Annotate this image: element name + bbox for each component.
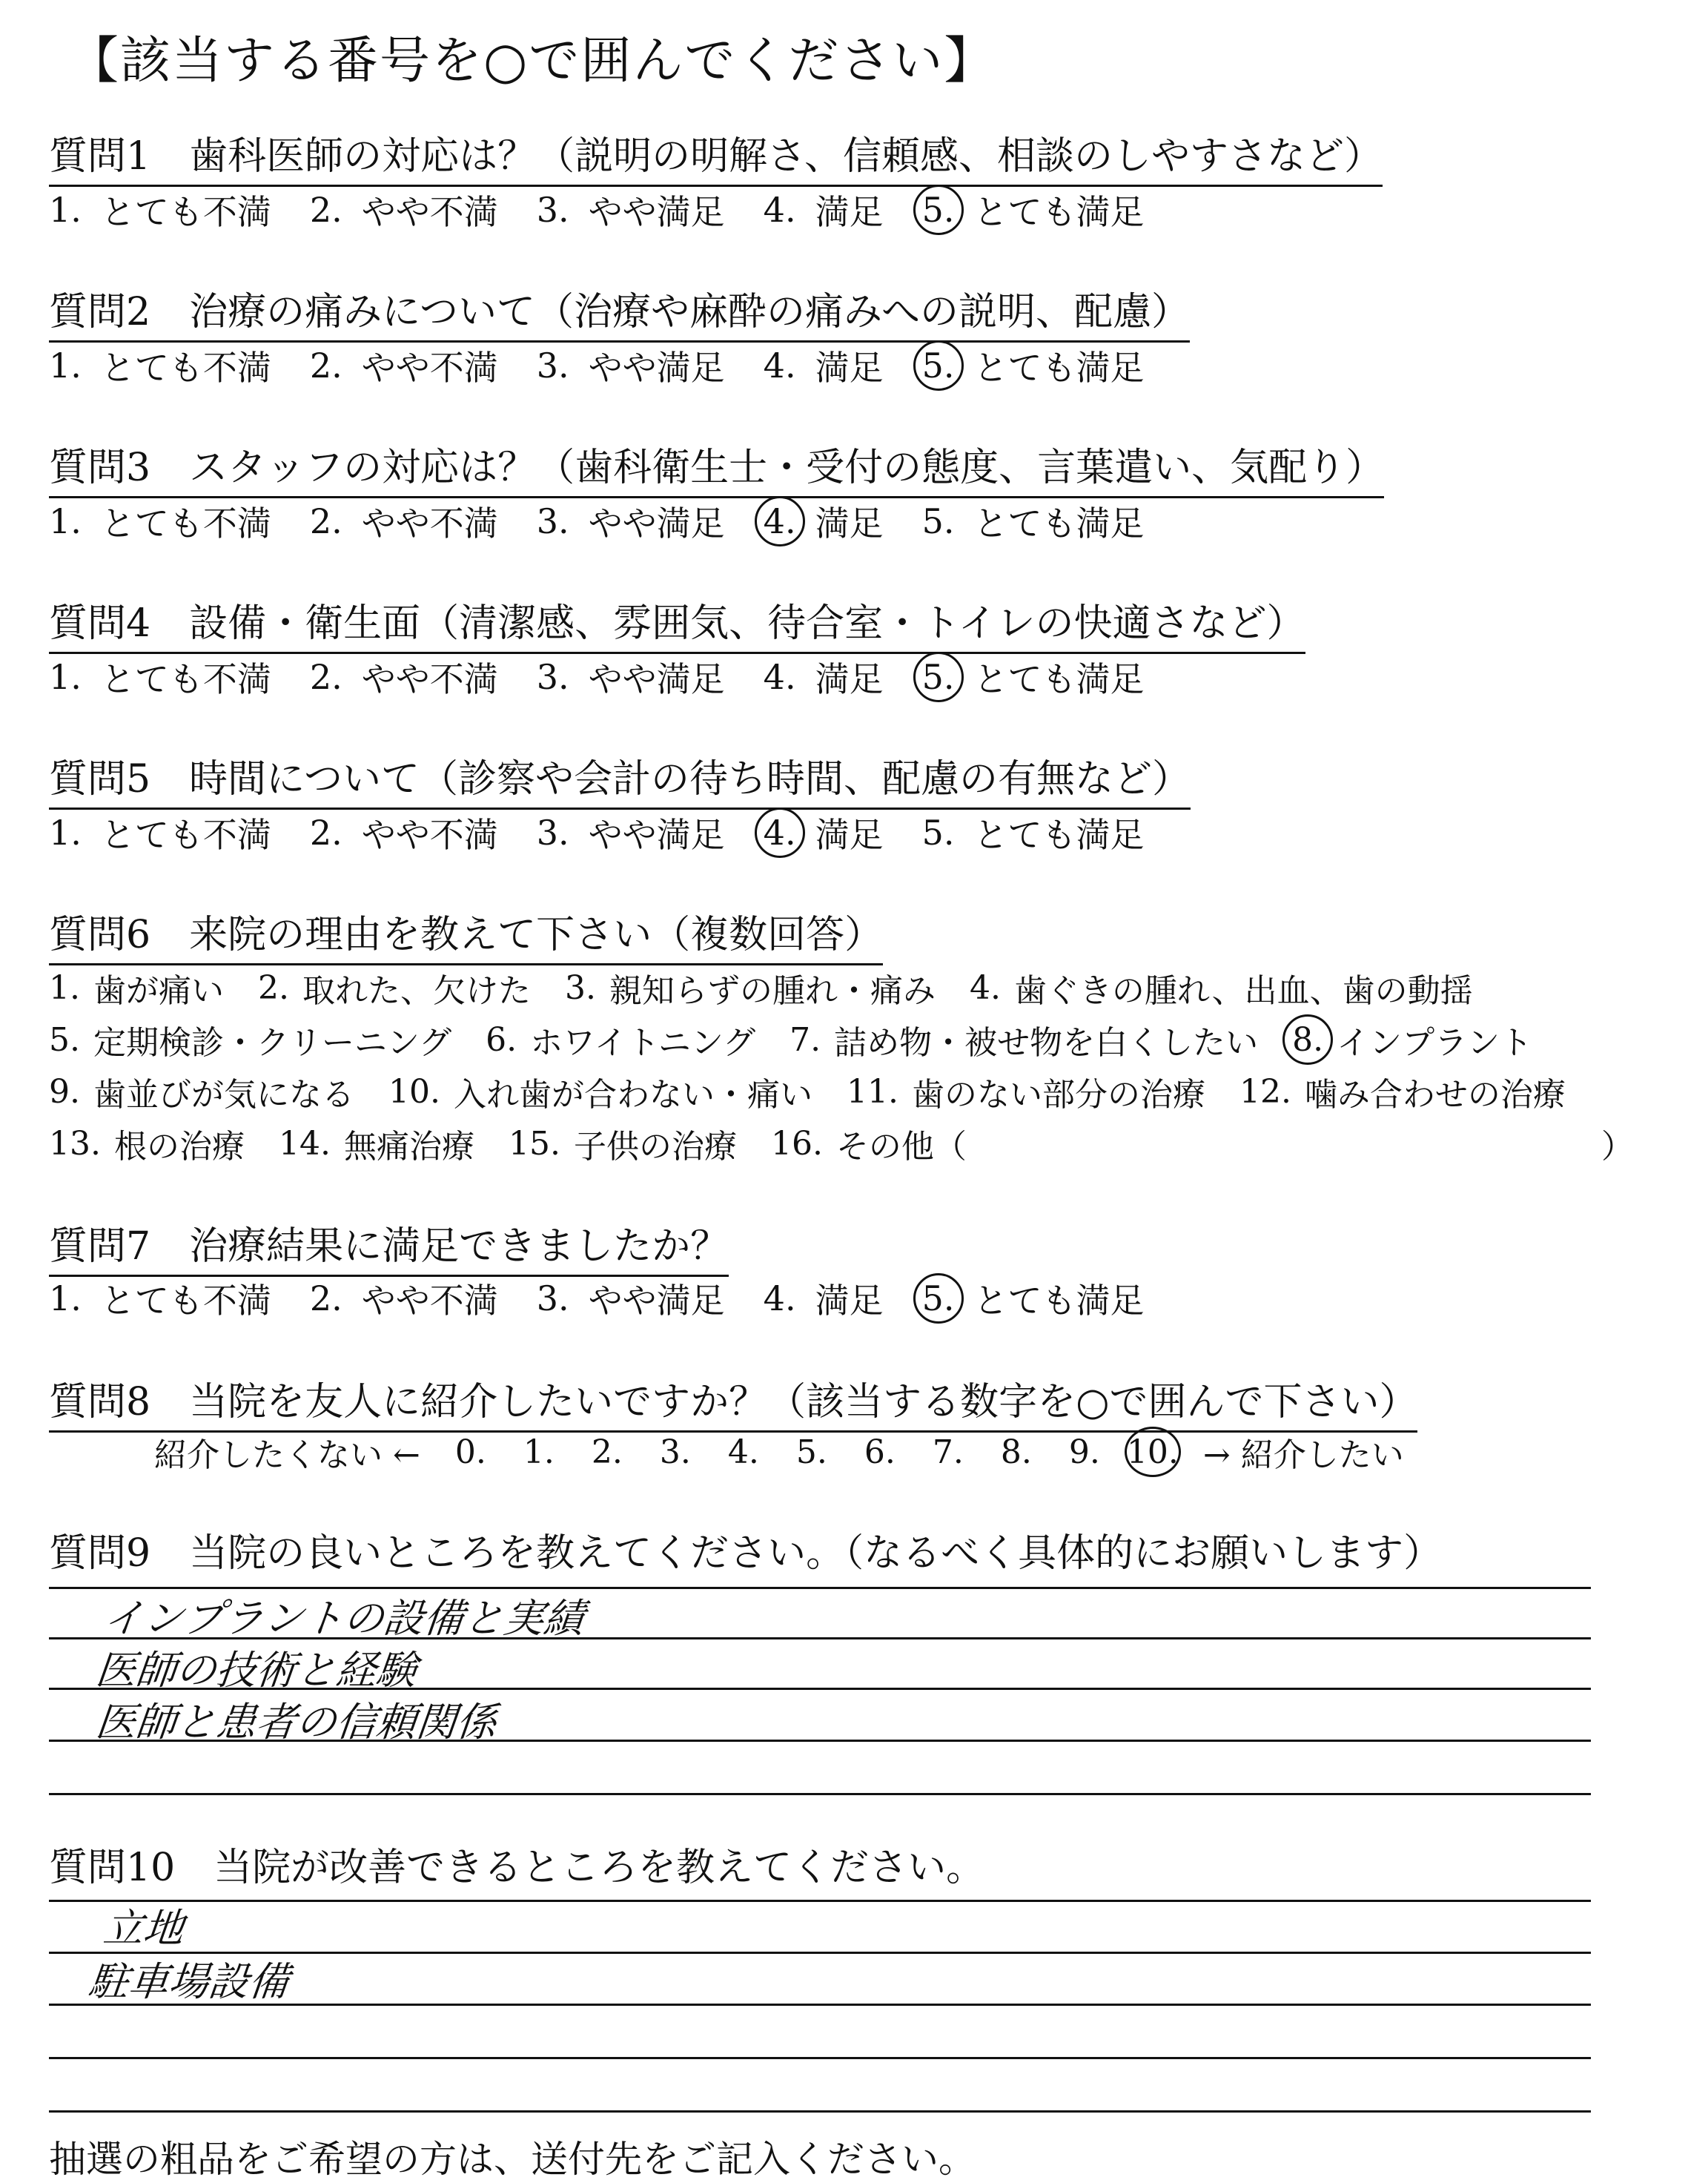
q6-option[interactable] (49, 1016, 451, 1063)
option-label: やや満足 (588, 348, 725, 388)
q6-option[interactable] (771, 1120, 967, 1167)
q8-scale-numbers (437, 1433, 1187, 1471)
q8-scale-number[interactable]: 5. (795, 1433, 827, 1471)
option-number: 11. (846, 1072, 898, 1111)
q2-option-4[interactable] (764, 341, 884, 390)
q1-option-4[interactable] (764, 185, 884, 234)
option-label: やや不満 (361, 815, 498, 855)
option-label: 満足 (815, 815, 884, 855)
q2-options (49, 341, 1182, 390)
q4-option-4[interactable] (764, 653, 884, 701)
option-number: 4. (763, 1278, 796, 1318)
option-label: 満足 (815, 1281, 884, 1321)
option-number: 5. (921, 813, 955, 853)
q6-option[interactable] (1239, 1068, 1566, 1115)
q1-options (49, 185, 1182, 234)
q2-option-2[interactable] (310, 341, 498, 390)
option-number-circled: 5. (921, 190, 955, 230)
option-label: 噛み合わせの治療 (1304, 1076, 1566, 1114)
option-label: やや不満 (361, 503, 498, 544)
q4-title: 質問4 設備・衛生面（清潔感、雰囲気、待合室・トイレの快適さなど） (49, 592, 1305, 654)
option-number: 1. (49, 813, 82, 853)
page-header: 【該当する番号を○で囲んでください】 (68, 32, 996, 90)
option-number: 6. (486, 1020, 517, 1059)
q6-option[interactable] (970, 964, 1473, 1011)
option-label: やや不満 (361, 1281, 498, 1321)
option-number: 10. (388, 1072, 440, 1111)
option-number: 15. (508, 1124, 560, 1163)
q6-other-close: ） (1601, 1128, 1634, 1166)
option-number: 13. (49, 1124, 101, 1163)
option-label: 詰め物・被せ物を白くしたい (834, 1024, 1259, 1062)
option-number: 2. (309, 1278, 342, 1318)
q8-scale-number[interactable]: 9. (1068, 1433, 1100, 1471)
option-number: 1. (49, 1278, 82, 1318)
option-number: 2. (309, 501, 342, 541)
q6-option[interactable] (790, 1016, 1258, 1063)
option-label: とても満足 (973, 192, 1145, 232)
option-label: 歯ぐきの腫れ、出血、歯の動揺 (1013, 972, 1473, 1010)
option-label: とても不満 (100, 348, 271, 388)
q7-options (49, 1274, 1182, 1323)
option-number: 2. (309, 346, 342, 386)
q6-option[interactable] (509, 1120, 737, 1167)
option-label: やや満足 (588, 659, 725, 699)
q3-options (49, 497, 1182, 546)
q5-options (49, 808, 1182, 857)
option-number: 3. (536, 346, 569, 386)
option-label: 歯が痛い (93, 972, 224, 1010)
q3-option-3[interactable] (537, 497, 725, 546)
option-number: 2. (309, 657, 342, 697)
q6-option[interactable] (565, 964, 936, 1011)
q3-option-5[interactable] (922, 497, 1145, 546)
q3-title: 質問3 スタッフの対応は？（歯科衛生士・受付の態度、言葉遣い、気配り） (49, 436, 1384, 498)
q6-option[interactable] (49, 964, 224, 1011)
q6-option[interactable] (388, 1068, 812, 1115)
option-label: 無痛治療 (343, 1128, 474, 1166)
option-number: 3. (536, 1278, 569, 1318)
q8-right-label: → 紹介したい (1202, 1436, 1404, 1474)
option-label: とても満足 (973, 348, 1145, 388)
option-number: 4. (969, 968, 1001, 1007)
q3-option-4[interactable] (764, 497, 884, 546)
option-number: 9. (49, 1072, 80, 1111)
q6-option[interactable] (49, 1120, 245, 1167)
option-label: やや満足 (588, 192, 725, 232)
option-label: とても満足 (973, 1281, 1145, 1321)
q7-option-3[interactable] (537, 1274, 725, 1323)
q6-title: 質問6 来院の理由を教えて下さい（複数回答） (49, 903, 883, 965)
option-number: 3. (536, 501, 569, 541)
q8-title: 質問8 当院を友人に紹介したいですか？（該当する数字を○で囲んで下さい） (49, 1370, 1417, 1433)
option-label: 根の治療 (113, 1128, 245, 1166)
q8-scale (154, 1428, 1404, 1476)
q4-options (49, 653, 1182, 701)
option-number: 5. (921, 501, 955, 541)
q10-writing-line (49, 2057, 1591, 2059)
q8-scale-number[interactable]: 0. (454, 1433, 486, 1471)
q9-answer-3: 医師と患者の信頼関係 (93, 1699, 499, 1746)
option-label: 満足 (815, 659, 884, 699)
option-label: ホワイトニング (530, 1024, 756, 1062)
option-label: とても満足 (973, 503, 1145, 544)
option-number: 1. (49, 657, 82, 697)
q6-option[interactable] (279, 1120, 474, 1167)
option-number-circled: 4. (763, 813, 796, 853)
option-label: 満足 (815, 348, 884, 388)
q5-option-3[interactable] (537, 808, 725, 857)
option-number: 7. (790, 1020, 821, 1059)
q2-title: 質問2 治療の痛みについて（治療や麻酔の痛みへの説明、配慮） (49, 280, 1190, 343)
option-label: とても不満 (100, 659, 271, 699)
option-label: 入れ歯が合わない・痛い (453, 1076, 812, 1114)
option-number-circled: 5. (921, 346, 955, 386)
option-label: 満足 (815, 192, 884, 232)
option-label: とても不満 (100, 815, 271, 855)
q8-scale-number[interactable]: 6. (864, 1433, 896, 1471)
option-number: 1. (49, 501, 82, 541)
option-number: 3. (536, 190, 569, 230)
q1-option-3[interactable] (537, 185, 725, 234)
q6-row-3 (49, 1068, 1600, 1115)
q6-row-2 (49, 1016, 1566, 1063)
option-number: 12. (1239, 1072, 1291, 1111)
option-number: 16. (770, 1124, 823, 1163)
q6-option[interactable] (1292, 1016, 1532, 1063)
option-label: とても不満 (100, 503, 271, 544)
option-number: 14. (278, 1124, 331, 1163)
option-label: やや不満 (361, 659, 498, 699)
q6-row-1 (49, 964, 1507, 1011)
q7-option-4[interactable] (764, 1274, 884, 1323)
option-number: 3. (536, 813, 569, 853)
option-label: その他（ (835, 1128, 967, 1166)
option-label: 定期検診・クリーニング (93, 1024, 452, 1062)
option-label: やや不満 (361, 348, 498, 388)
q8-scale-number-circled[interactable]: 10. (1119, 1433, 1187, 1471)
q8-scale-number[interactable]: 2. (591, 1433, 623, 1471)
option-number: 2. (309, 190, 342, 230)
q10-title: 質問10 当院が改善できるところを教えてください。 (49, 1846, 985, 1890)
q7-title: 質問7 治療結果に満足できましたか？ (49, 1215, 729, 1277)
q6-option[interactable] (847, 1068, 1205, 1115)
q5-option-1[interactable] (49, 808, 271, 857)
q8-scale-number[interactable]: 8. (1000, 1433, 1032, 1471)
q10-answer-2: 駐車場設備 (86, 1958, 291, 2005)
q5-title: 質問5 時間について（診察や会計の待ち時間、配慮の有無など） (49, 747, 1191, 810)
q5-option-4[interactable] (764, 808, 884, 857)
option-number: 2. (309, 813, 342, 853)
q5-option-5[interactable] (922, 808, 1145, 857)
option-label: 親知らずの腫れ・痛み (609, 972, 936, 1010)
option-number-circled: 5. (921, 657, 955, 697)
q4-option-1[interactable] (49, 653, 271, 701)
option-label: 歯のない部分の治療 (911, 1076, 1205, 1114)
option-label: とても不満 (100, 1281, 271, 1321)
q3-option-1[interactable] (49, 497, 271, 546)
q9-writing-line (49, 1793, 1591, 1795)
q9-title: 質問9 当院の良いところを教えてください。（なるべく具体的にお願いします） (49, 1531, 1443, 1576)
option-number: 3. (564, 968, 596, 1007)
q9-answer-1: インプラントの設備と実績 (101, 1595, 586, 1642)
q6-option[interactable] (258, 964, 531, 1011)
q2-option-1[interactable] (49, 341, 271, 390)
q1-title: 質問1 歯科医師の対応は？（説明の明解さ、信頼感、相談のしやすさなど） (49, 125, 1383, 187)
option-number-circled: 5. (921, 1278, 955, 1318)
q8-scale-number[interactable]: 3. (659, 1433, 691, 1471)
q1-option-1[interactable] (49, 185, 271, 234)
option-number: 4. (763, 346, 796, 386)
q4-option-2[interactable] (310, 653, 498, 701)
q4-option-3[interactable] (537, 653, 725, 701)
q8-scale-number[interactable]: 7. (932, 1433, 964, 1471)
q6-row-4 (49, 1120, 1001, 1167)
q10-writing-line (49, 2110, 1591, 2113)
q6-option[interactable] (49, 1068, 354, 1115)
q7-option-5[interactable] (922, 1274, 1145, 1323)
option-label: とても不満 (100, 192, 271, 232)
option-label: インプラント (1337, 1024, 1533, 1062)
q1-option-5[interactable] (922, 185, 1145, 234)
option-number: 1. (49, 190, 82, 230)
option-label: やや不満 (361, 192, 498, 232)
option-label: 取れた、欠けた (302, 972, 531, 1010)
q7-option-1[interactable] (49, 1274, 271, 1323)
q1-option-2[interactable] (310, 185, 498, 234)
q8-scale-number[interactable]: 1. (523, 1433, 555, 1471)
q4-option-5[interactable] (922, 653, 1145, 701)
q8-left-label: 紹介したくない ← (154, 1436, 420, 1474)
option-label: 満足 (815, 503, 884, 544)
option-number: 4. (763, 657, 796, 697)
q5-option-2[interactable] (310, 808, 498, 857)
option-label: やや満足 (588, 1281, 725, 1321)
option-label: やや満足 (588, 503, 725, 544)
q7-option-2[interactable] (310, 1274, 498, 1323)
option-number: 1. (49, 968, 80, 1007)
q2-option-3[interactable] (537, 341, 725, 390)
q10-answer-1: 立地 (101, 1905, 186, 1952)
q10-writing-line (49, 1900, 1591, 1902)
option-label: やや満足 (588, 815, 725, 855)
option-number: 1. (49, 346, 82, 386)
option-label: とても満足 (973, 659, 1145, 699)
q6-option[interactable] (486, 1016, 755, 1063)
q9-answer-2: 医師の技術と経験 (93, 1647, 419, 1694)
q8-scale-number[interactable]: 4. (727, 1433, 759, 1471)
option-label: 子供の治療 (573, 1128, 737, 1166)
option-label: とても満足 (973, 815, 1145, 855)
footer-note: 抽選の粗品をご希望の方は、送付先をご記入ください。 (49, 2138, 976, 2181)
option-number: 5. (49, 1020, 80, 1059)
option-number-circled: 4. (763, 501, 796, 541)
q3-option-2[interactable] (310, 497, 498, 546)
option-label: 歯並びが気になる (93, 1076, 354, 1114)
option-number-circled: 8. (1292, 1020, 1324, 1059)
option-number: 2. (257, 968, 289, 1007)
option-number: 4. (763, 190, 796, 230)
option-number: 3. (536, 657, 569, 697)
q2-option-5[interactable] (922, 341, 1145, 390)
